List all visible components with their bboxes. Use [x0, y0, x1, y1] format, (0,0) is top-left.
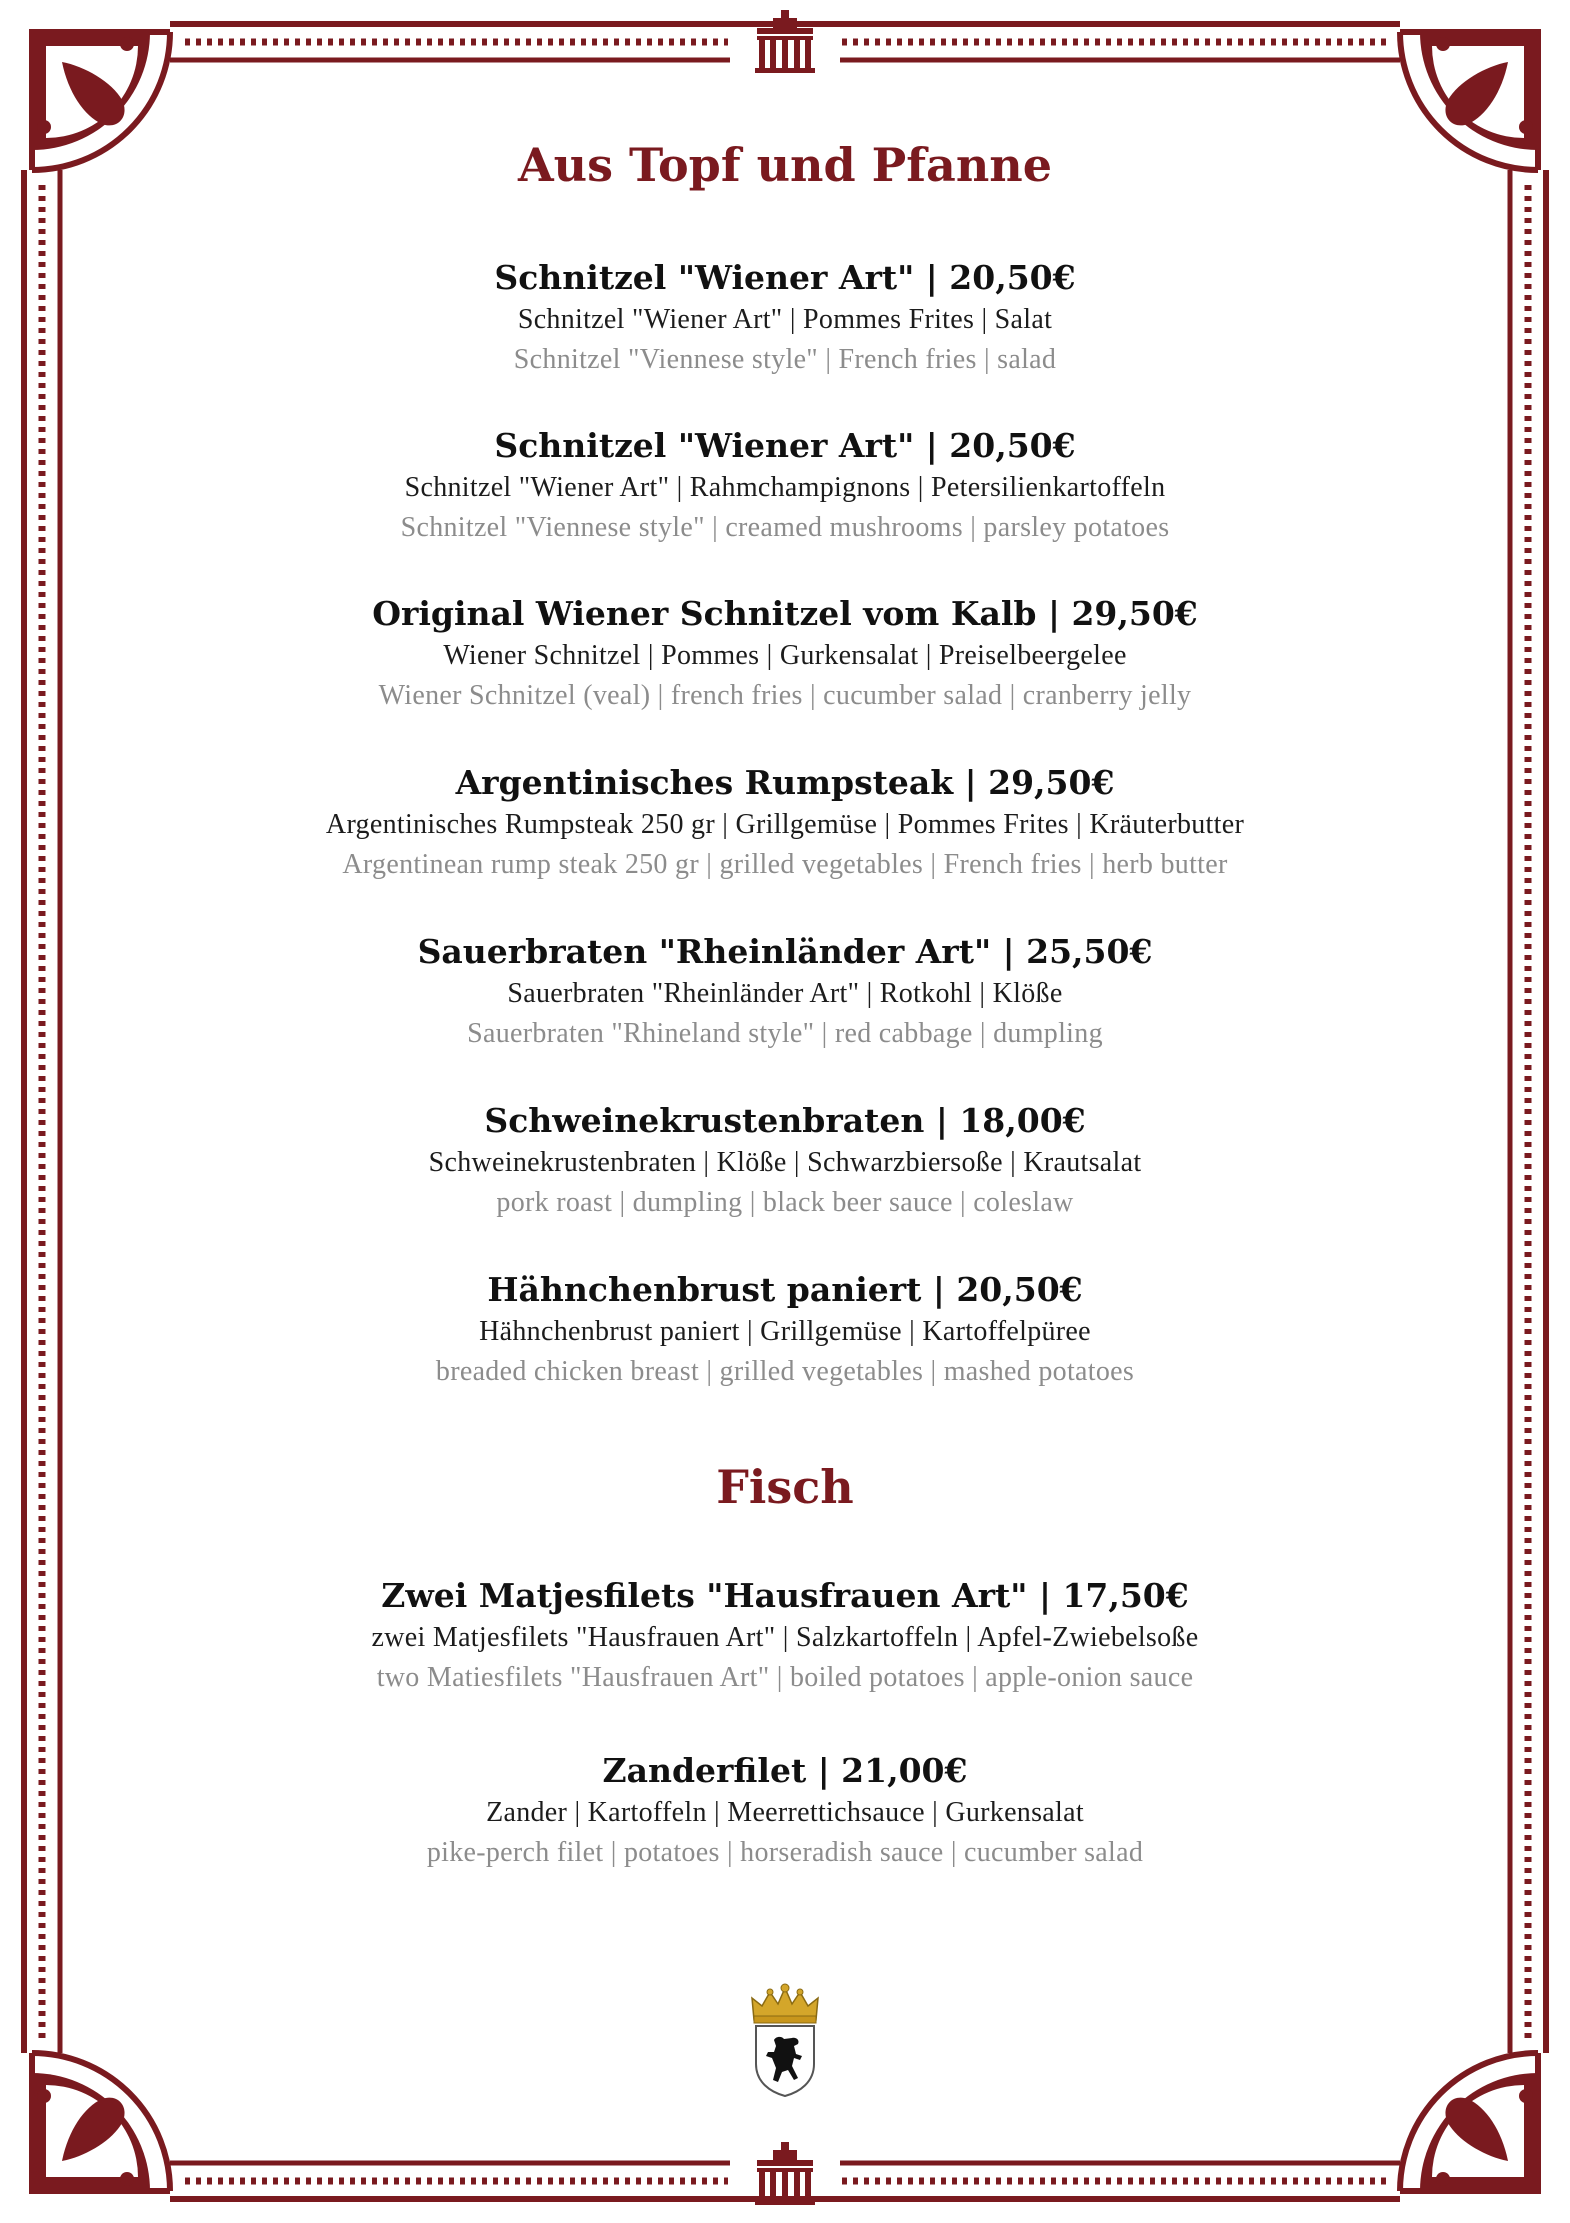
dish-name: Zanderfilet | 21,00€ [602, 1751, 968, 1790]
dish-description-en: Schnitzel "Viennese style" | creamed mushrooms | parsley potatoes [400, 512, 1170, 543]
dish-name: Original Wiener Schnitzel vom Kalb | 29,50€ [372, 594, 1198, 633]
dish-description-de: Argentinisches Rumpsteak 250 gr | Grillgemüse | Pommes Frites | Kräuterbutter [325, 809, 1245, 840]
menu-item [0, 424, 1570, 548]
dish-description-en: pike-perch filet | potatoes | horseradish sauce | cucumber salad [426, 1837, 1144, 1868]
dish-name: Sauerbraten "Rheinländer Art" | 25,50€ [417, 932, 1153, 971]
section-title-fisch: Fisch [716, 1460, 854, 1514]
dish-description-en: breaded chicken breast | grilled vegetables | mashed potatoes [435, 1356, 1135, 1387]
section-title-topf-pfanne: Aus Topf und Pfanne [517, 138, 1053, 192]
brandenburg-gate-icon [755, 10, 815, 73]
dish-description-en: Sauerbraten "Rhineland style" | red cabbage | dumpling [467, 1018, 1103, 1049]
dish-description-de: Sauerbraten "Rheinländer Art" | Rotkohl | Klöße [507, 978, 1063, 1009]
dish-description-de: Schweinekrustenbraten | Klöße | Schwarzbiersoße | Krautsalat [428, 1147, 1142, 1178]
dish-name: Zwei Matjesfilets "Hausfrauen Art" | 17,50€ [381, 1576, 1189, 1615]
dish-description-de: Hähnchenbrust paniert | Grillgemüse | Kartoffelpüree [479, 1316, 1091, 1347]
dish-name: Schnitzel "Wiener Art" | 20,50€ [494, 258, 1076, 297]
corner-flourish-icon [32, 2053, 170, 2191]
dish-description-en: Wiener Schnitzel (veal) | french fries | cucumber salad | cranberry jelly [378, 680, 1192, 711]
dish-name: Hähnchenbrust paniert | 20,50€ [487, 1270, 1083, 1309]
corner-flourish-icon [1400, 2053, 1538, 2191]
dish-name: Schnitzel "Wiener Art" | 20,50€ [494, 426, 1076, 465]
berlin-bear-crest-icon [748, 1982, 822, 2098]
dish-description-de: Zander | Kartoffeln | Meerrettichsauce | Gurkensalat [486, 1797, 1084, 1828]
dish-name: Argentinisches Rumpsteak | 29,50€ [455, 763, 1115, 802]
dish-description-de: zwei Matjesfilets "Hausfrauen Art" | Salzkartoffeln | Apfel-Zwiebelsoße [371, 1622, 1199, 1653]
menu-item [0, 1574, 1570, 1698]
menu-item [0, 761, 1570, 885]
dish-description-de: Wiener Schnitzel | Pommes | Gurkensalat | Preiselbeergelee [443, 640, 1127, 671]
menu-item [0, 1099, 1570, 1223]
dish-description-en: Argentinean rump steak 250 gr | grilled vegetables | French fries | herb butter [342, 849, 1228, 880]
dish-description-en: Schnitzel "Viennese style" | French fries | salad [513, 344, 1057, 375]
brandenburg-gate-icon [755, 2142, 815, 2205]
dish-description-en: pork roast | dumpling | black beer sauce | coleslaw [496, 1187, 1074, 1218]
dish-description-en: two Matiesfilets "Hausfrauen Art" | boiled potatoes | apple-onion sauce [376, 1662, 1194, 1693]
menu-item [0, 930, 1570, 1054]
dish-name: Schweinekrustenbraten | 18,00€ [484, 1101, 1086, 1140]
menu-item [0, 592, 1570, 716]
dish-description-de: Schnitzel "Wiener Art" | Rahmchampignons | Petersilienkartoffeln [404, 472, 1166, 503]
menu-item [0, 256, 1570, 380]
dish-description-de: Schnitzel "Wiener Art" | Pommes Frites | Salat [517, 304, 1053, 335]
menu-item [0, 1749, 1570, 1873]
menu-item [0, 1268, 1570, 1392]
